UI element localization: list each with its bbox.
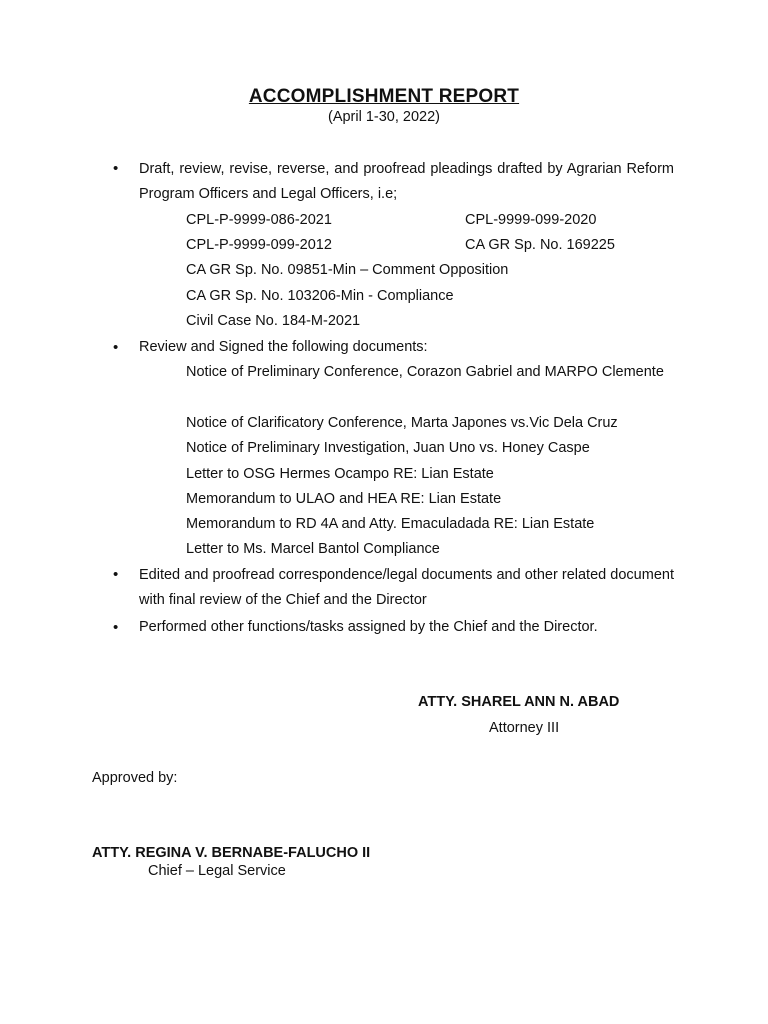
section-1-text: Draft, review, revise, reverse, and proofread pleadings drafted by Agrarian Reform Program Officers and Legal Officers, i.e;	[139, 161, 674, 202]
bullet-icon: •	[113, 160, 119, 177]
approved-by-label: Approved by:	[92, 770, 178, 786]
case-item: CA GR Sp. No. 09851-Min – Comment Opposition	[186, 262, 509, 278]
approver-position: Chief – Legal Service	[148, 863, 286, 879]
document-item: Notice of Preliminary Conference, Corazon Gabriel and MARPO Clemente	[186, 364, 664, 380]
document-item: Letter to Ms. Marcel Bantol Compliance	[186, 541, 440, 557]
signatory-name: ATTY. SHAREL ANN N. ABAD	[418, 694, 620, 710]
case-item: CPL-P-9999-086-2021	[186, 212, 332, 228]
case-item: CPL-9999-099-2020	[465, 212, 597, 228]
case-item: Civil Case No. 184-M-2021	[186, 313, 361, 329]
case-item: CA GR Sp. No. 103206-Min - Compliance	[186, 288, 454, 304]
document-item: Memorandum to RD 4A and Atty. Emaculadada RE: Lian Estate	[186, 516, 595, 532]
case-item: CPL-P-9999-099-2012	[186, 237, 332, 253]
bullet-icon: •	[113, 619, 119, 636]
document-item: Notice of Preliminary Investigation, Juan Uno vs. Honey Caspe	[186, 440, 590, 456]
document-item: Notice of Clarificatory Conference, Marta Japones vs.Vic Dela Cruz	[186, 415, 618, 431]
case-item: CA GR Sp. No. 169225	[465, 237, 615, 253]
report-title: ACCOMPLISHMENT REPORT	[248, 86, 520, 107]
signatory-position: Attorney III	[489, 720, 560, 736]
document-item: Letter to OSG Hermes Ocampo RE: Lian Estate	[186, 466, 494, 482]
report-period: (April 1-30, 2022)	[327, 109, 441, 125]
approver-name: ATTY. REGINA V. BERNABE-FALUCHO II	[92, 845, 371, 861]
document-item: Memorandum to ULAO and HEA RE: Lian Estate	[186, 491, 502, 507]
bullet-icon: •	[113, 339, 119, 356]
section-2-text: Review and Signed the following documents:	[139, 339, 428, 355]
section-3-text: Edited and proofread correspondence/legal documents and other related document with final review of the Chief and the Director	[139, 567, 674, 608]
section-4-text: Performed other functions/tasks assigned by the Chief and the Director.	[139, 619, 598, 635]
bullet-icon: •	[113, 566, 119, 583]
